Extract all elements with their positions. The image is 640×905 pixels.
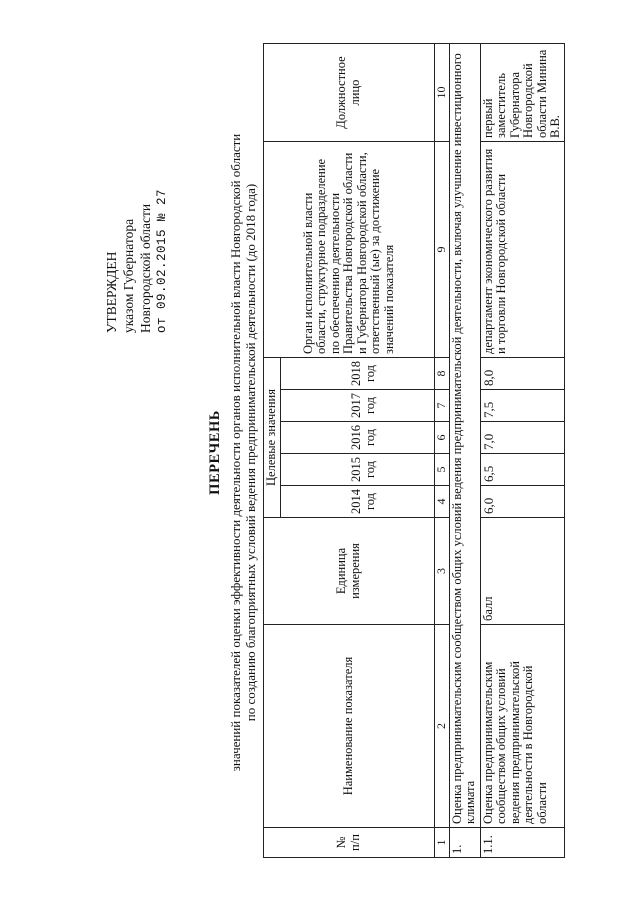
column-number: 6 <box>434 422 449 454</box>
subtitle-line-2: по созданию благоприятных условий ведения предпринимательской деятельности (до 2018 года) <box>243 183 258 722</box>
column-number: 9 <box>434 142 449 358</box>
column-number: 7 <box>434 390 449 422</box>
subtitle-line-1: значений показателей оценки эффективности деятельности органов исполнительной власти Новгородской области <box>228 133 243 772</box>
document-subtitle <box>228 0 258 905</box>
row-value-2015: 6,5 <box>480 454 564 486</box>
row-value-2014: 6,0 <box>480 486 564 518</box>
row-responsible-organ: департамент экономического развития и торговли Новгородской области <box>480 142 564 358</box>
approval-title: УТВЕРЖДЕН <box>104 251 119 333</box>
header-year-2016: 2016 год <box>280 422 434 454</box>
section-text: Оценка предпринимательским сообществом общих условий ведения предпринимательской деятельности, включая улучшение инвестиционного климата <box>449 44 480 828</box>
approval-line-2: Новгородской области <box>138 203 153 333</box>
header-year-2018: 2018 год <box>280 358 434 390</box>
header-official: Должностное лицо <box>264 44 435 142</box>
column-number: 3 <box>434 518 449 625</box>
row-responsible-official: первый заместитель Губернатора Новгородской области Минина В.В. <box>480 44 564 142</box>
header-organ: Орган исполнительной власти области, структурное подразделение по обеспечению деятельности Правительства Новгородской области и Губернатора Новгородской области, ответственный (ые) за достижение значений показателя <box>264 142 435 358</box>
row-num: 1.1. <box>480 828 564 858</box>
section-num: 1. <box>449 828 480 858</box>
header-name: Наименование показателя <box>264 625 435 828</box>
indicators-table <box>263 43 565 858</box>
column-number: 8 <box>434 358 449 390</box>
column-number-row <box>434 44 449 858</box>
document-title: ПЕРЕЧЕНЬ <box>207 410 223 495</box>
column-number: 2 <box>434 625 449 828</box>
row-indicator-name: Оценка предпринимательским сообществом общих условий ведения предпринимательской деятельности в Новгородской области <box>480 625 564 828</box>
header-num: № п/п <box>264 828 435 858</box>
row-value-2016: 7,0 <box>480 422 564 454</box>
column-number: 4 <box>434 486 449 518</box>
approval-stamp <box>103 189 171 333</box>
row-value-2018: 8,0 <box>480 358 564 390</box>
header-unit: Единица измерения <box>264 518 435 625</box>
approval-line-1: указом Губернатора <box>121 218 136 333</box>
approval-date: от 09.02.2015 № 27 <box>155 188 169 333</box>
column-number: 1 <box>434 828 449 858</box>
header-year-2017: 2017 год <box>280 390 434 422</box>
header-targets: Целевые значения <box>264 358 281 518</box>
title-block <box>206 0 258 905</box>
table-row <box>480 44 564 858</box>
row-value-2017: 7,5 <box>480 390 564 422</box>
column-number: 10 <box>434 44 449 142</box>
column-number: 5 <box>434 454 449 486</box>
header-year-2015: 2015 год <box>280 454 434 486</box>
section-row <box>449 44 480 858</box>
header-year-2014: 2014 год <box>280 486 434 518</box>
row-unit: балл <box>480 518 564 625</box>
